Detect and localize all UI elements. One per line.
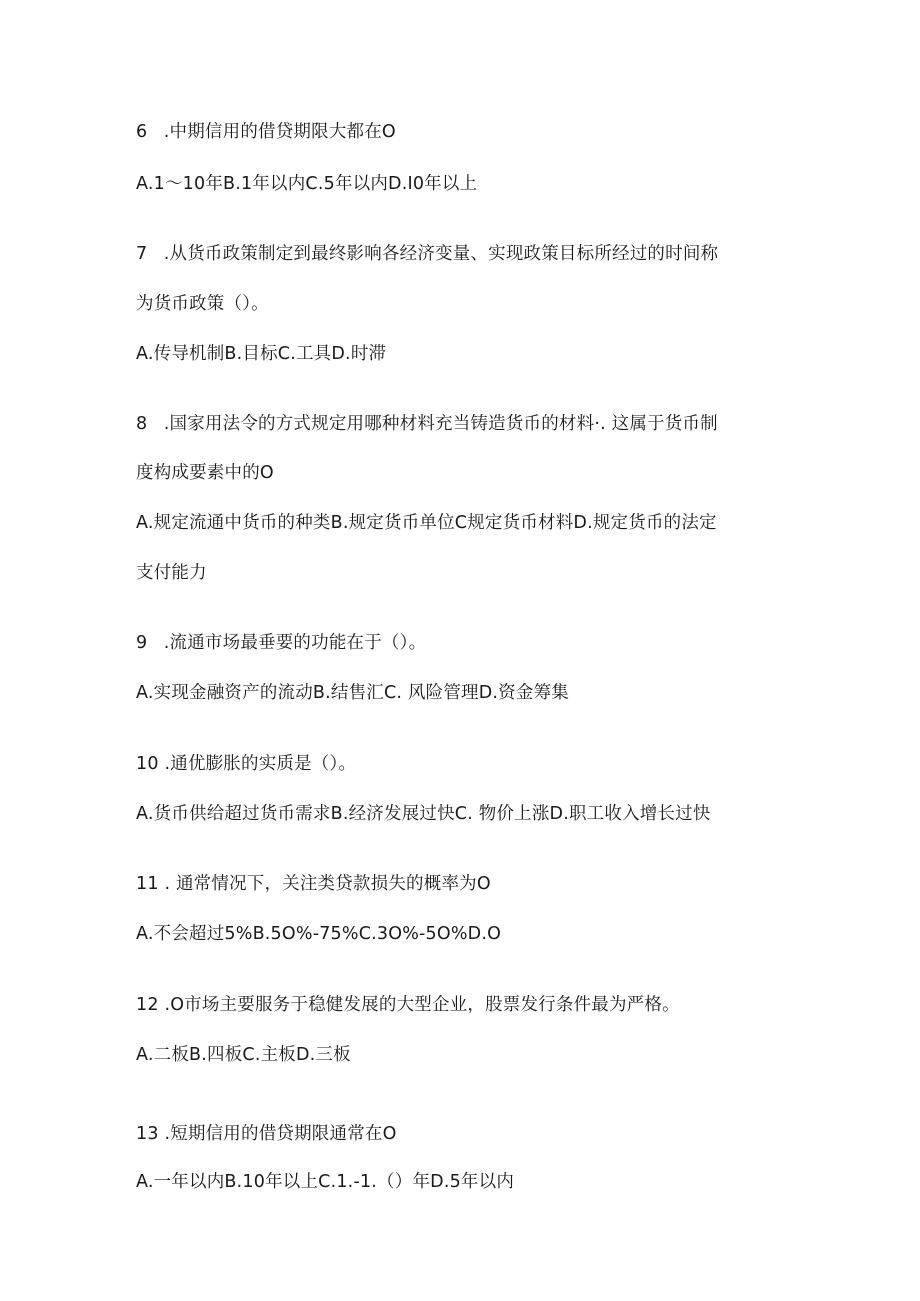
question-text: .短期信用的借贷期限通常在O xyxy=(164,1124,397,1144)
question-10-stem xyxy=(136,752,356,776)
question-text: .中期信用的借贷期限大都在O xyxy=(163,122,396,142)
question-9-options: A.实现金融资产的流动B.结售汇C. 风险管理D.资金筹集 xyxy=(136,683,569,703)
question-number: 7 xyxy=(136,244,148,264)
question-6-stem xyxy=(136,120,396,144)
question-8-stem-cont: 度构成要素中的O xyxy=(136,463,274,483)
question-number: 9 xyxy=(136,633,148,653)
question-9-stem xyxy=(136,631,426,655)
question-text: .O市场主要服务于稳健发展的大型企业，股票发行条件最为严格。 xyxy=(164,995,680,1015)
question-11-stem xyxy=(136,872,491,896)
question-number: 8 xyxy=(136,414,148,434)
question-13-stem xyxy=(136,1122,397,1146)
question-text: .通优膨胀的实质是（）。 xyxy=(164,754,357,774)
question-text: .国家用法令的方式规定用哪种材料充当铸造货币的材料·. 这属于货币制 xyxy=(163,414,718,434)
question-11-options: A.不会超过5%B.5O%-75%C.3O%-5O%D.O xyxy=(136,924,502,944)
question-6-options: A.1～10年B.1年以内C.5年以内D.I0年以上 xyxy=(136,174,478,194)
question-number: 10 xyxy=(136,754,159,774)
question-number: 11 xyxy=(136,874,159,894)
question-10-options: A.货币供给超过货币需求B.经济发展过快C. 物价上涨D.职工收入增长过快 xyxy=(136,804,711,824)
question-7-stem-cont: 为货币政策（）。 xyxy=(136,294,269,314)
question-7-options: A.传导机制B.目标C.工具D.时滞 xyxy=(136,344,387,364)
question-text: .从货币政策制定到最终影响各经济变量、实现政策目标所经过的时间称 xyxy=(163,244,719,264)
question-number: 13 xyxy=(136,1124,159,1144)
question-13-options: A.一年以内B.10年以上C.1.-1.（）年D.5年以内 xyxy=(136,1172,515,1192)
question-8-options: A.规定流通中货币的种类B.规定货币单位C规定货币材料D.规定货币的法定 xyxy=(136,513,717,533)
question-12-options: A.二板B.四板C.主板D.三板 xyxy=(136,1045,351,1065)
question-text: . 通常情况下，关注类贷款损失的概率为O xyxy=(164,874,491,894)
question-number: 12 xyxy=(136,995,159,1015)
question-12-stem xyxy=(136,993,680,1017)
question-7-stem xyxy=(136,242,718,266)
question-text: .流通市场最垂要的功能在于（）。 xyxy=(163,633,427,653)
question-8-options-cont: 支付能力 xyxy=(136,563,207,583)
question-number: 6 xyxy=(136,122,148,142)
question-8-stem xyxy=(136,412,718,436)
